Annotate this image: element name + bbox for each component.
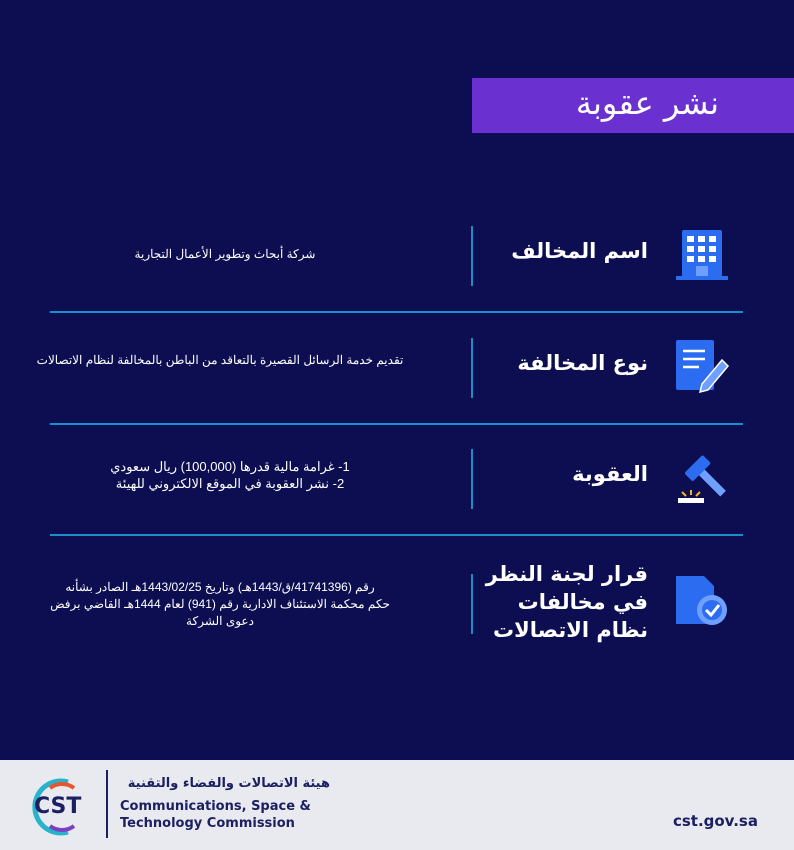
org-name-line: Technology Commission [120, 816, 295, 831]
org-name-arabic: هيئة الاتصالات والفضاء والتقنية [127, 776, 330, 791]
label-line: قرار لجنة النظر [485, 562, 648, 586]
value-line: شركة أبحاث وتطوير الأعمال التجارية [134, 247, 316, 261]
row-separator [50, 423, 743, 425]
org-name-line: Communications, Space & [120, 799, 311, 814]
row-divider-vertical [471, 574, 473, 634]
footer [0, 760, 794, 850]
label-line: نظام الاتصالات [493, 618, 648, 642]
logo-text: CST [34, 794, 82, 819]
building-icon [674, 226, 730, 282]
cst-logo [28, 774, 98, 840]
gavel-icon [674, 452, 730, 508]
value-line: رقم (41741396/ق/1443هـ) وتاريخ 1443/02/25هـ الصادر بشأنه [65, 580, 375, 594]
row-divider-vertical [471, 226, 473, 286]
document-pen-icon [674, 338, 730, 394]
value-line: 1- غرامة مالية قدرها (100,000) ريال سعودي [110, 459, 350, 474]
org-name-english [120, 798, 311, 832]
value-line: دعوى الشركة [186, 614, 254, 628]
footer-divider [106, 770, 108, 838]
label-line: في مخالفات [517, 590, 648, 614]
committee-decision-value [10, 579, 430, 630]
value-line: تقديم خدمة الرسائل القصيرة بالتعاقد من الباطن بالمخالفة لنظام الاتصالات [36, 353, 404, 367]
website-link[interactable]: cst.gov.sa [672, 812, 758, 830]
penalty-label: العقوبة [572, 462, 648, 486]
page-title: نشر عقوبة [575, 84, 719, 122]
value-line: 2- نشر العقوبة في الموقع الالكتروني للهيئة [115, 476, 345, 491]
violator-name-label: اسم المخالف [511, 239, 648, 263]
penalty-value [40, 458, 420, 492]
row-divider-vertical [471, 338, 473, 398]
row-divider-vertical [471, 449, 473, 509]
value-line: حكم محكمة الاستئناف الادارية رقم (941) لعام 1444هـ القاضي برفض [50, 597, 390, 611]
violation-type-value [20, 352, 420, 369]
certificate-icon [674, 574, 730, 630]
violator-name-value [30, 246, 420, 263]
committee-decision-label [486, 560, 648, 644]
row-separator [50, 534, 743, 536]
row-separator [50, 311, 743, 313]
violation-type-label: نوع المخالفة [517, 351, 648, 375]
title-banner [472, 78, 794, 133]
